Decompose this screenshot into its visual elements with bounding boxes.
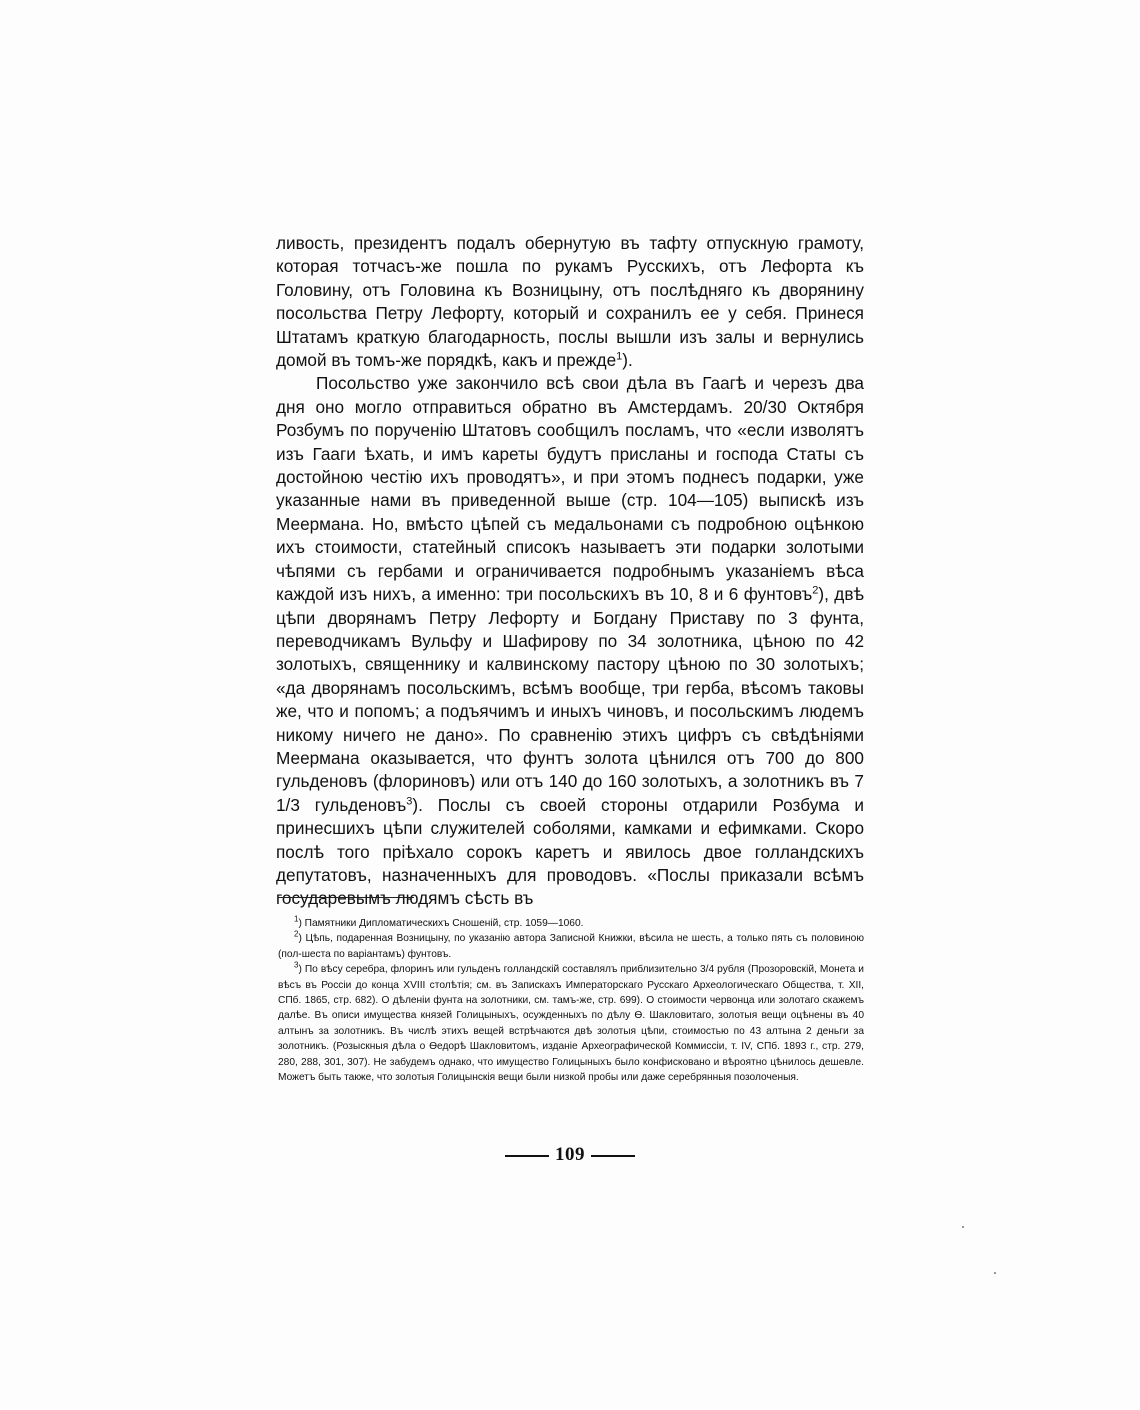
dash-left — [505, 1155, 549, 1157]
footnote-text: ) Памятники Дипломатическихъ Сношеній, стр. 1059—1060. — [298, 918, 584, 929]
footnote-mark: 2 — [294, 930, 299, 940]
footnote-text: ) Цѣпь, подаренная Возницыну, по указанію автора Записной Книжки, вѣсила не шесть, а только пять съ половиною (пол-шеста по варіантамъ) фунтовъ. — [278, 933, 864, 960]
footnotes — [278, 916, 864, 1085]
footnote — [278, 916, 864, 931]
scan-speck — [962, 1226, 964, 1228]
scan-speck — [994, 1272, 996, 1274]
main-text — [276, 232, 864, 911]
paragraph — [276, 232, 864, 372]
paragraph-text: Посольство уже закончило всѣ свои дѣла въ Гаагѣ и черезъ два дня оно могло отправиться обратно въ Амстердамъ. 20/30 Октября Розбумъ по порученію Штатовъ сообщилъ посламъ, что «если изволятъ изъ Гааги ѣхать, и имъ кареты будутъ присланы и господа Статы съ достойною честію ихъ проводятъ», и при этомъ поднесъ подарки, уже указанные нами въ приведенной выше (стр. 104—105) выпискѣ изъ Меермана. Но, вмѣсто цѣпей съ медальонами съ подробною оцѣнкою ихъ стоимости, статейный списокъ называетъ эти подарки золотыми чѣпями съ гербами и ограничивается подробнымъ указаніемъ вѣса каждой изъ нихъ, а именно: три посольскихъ въ 10, 8 и 6 фунтовъ — [276, 373, 864, 605]
dash-right — [591, 1155, 635, 1157]
footnote-text: ) По вѣсу серебра, флоринъ или гульденъ голландскій составлялъ приблизительно 3/4 рубля (Прозоровскій, Монета и вѣсъ въ Россіи до конца XVIII столѣтія; см. въ Запискахъ Императорскаго Русскаго Археологическаго Общества, т. XII, СПб. 1865, стр. 682). О дѣленіи фунта на золотники, см. тамъ-же, стр. 699). О стоимости червонца или золотаго скажемъ далѣе. Въ описи имущества князей Голицыныхъ, осужденныхъ по дѣлу Ѳ. Шакловитаго, золотыя вещи оцѣнены въ 40 алтынъ за золотникъ. Въ числѣ этихъ вещей встрѣчаются двѣ золотыя цѣпи, стоимостью по 43 алтына 2 деньги за золотникъ. (Розыскныя дѣла о Ѳедорѣ Шакловитомъ, изданіе Археографической Коммиссіи, т. IV, СПб. 1893 г., стр. 279, 280, 288, 301, 307). Не забудемъ однако, что имущество Голицыныхъ было конфисковано и вѣроятно цѣнилось дешевле. Можетъ быть также, что золотыя Голицынскія вещи были низкой пробы или даже серебрянныя позолоченыя. — [278, 964, 864, 1084]
footnote-reference: 2 — [812, 584, 819, 597]
footnote-divider — [278, 897, 414, 898]
footnote — [278, 931, 864, 962]
page-number — [0, 1144, 1140, 1166]
page-number-text: 109 — [555, 1144, 585, 1165]
footnote-reference: 1 — [616, 350, 623, 363]
footnote — [278, 962, 864, 1085]
paragraph-text-end: ). — [622, 350, 633, 371]
paragraph-text: ), двѣ цѣпи дворянамъ Петру Лефорту и Богдану Приставу по 3 фунта, переводчикамъ Вульфу и Шафирову по 34 золотника, цѣною по 42 золотыхъ, священнику и калвинскому пастору цѣною по 30 золотыхъ; «да дворянамъ посольскимъ, всѣмъ вообще, три герба, вѣсомъ таковы же, что и попомъ; а подъячимъ и иныхъ чиновъ, и посольскимъ людемъ никому ничего не дано». По сравненію этихъ цифръ съ свѣдѣніями Меермана оказывается, что фунтъ золота цѣнился отъ 700 до 800 гульденовъ (флориновъ) или отъ 140 до 160 золотыхъ, а золотникъ въ 7 1/3 гульденовъ — [276, 584, 865, 815]
footnote-mark: 3 — [294, 960, 299, 970]
footnote-reference: 3 — [406, 795, 413, 808]
footnote-mark: 1 — [294, 914, 299, 924]
paragraph — [276, 372, 864, 910]
paragraph-text: ). Послы съ своей стороны отдарили Розбума и принесшихъ цѣпи служителей соболями, камками и ефимками. Скоро послѣ того пріѣхало сорокъ каретъ и явилось двое голландскихъ депутатовъ, назначенныхъ для проводовъ. «Послы приказали всѣмъ государевымъ людямъ сѣсть въ — [276, 794, 864, 909]
paragraph-text: ливость, президентъ подалъ обернутую въ тафту отпускную грамоту, которая тотчасъ-же пошла по рукамъ Русскихъ, отъ Лефорта къ Головину, отъ Головина къ Возницыну, отъ послѣдняго къ дворянину посольства Петру Лефорту, который и сохранилъ ее у себя. Принеся Штатамъ краткую благодарность, послы вышли изъ залы и вернулись домой въ томъ-же порядкѣ, какъ и прежде — [276, 233, 864, 371]
